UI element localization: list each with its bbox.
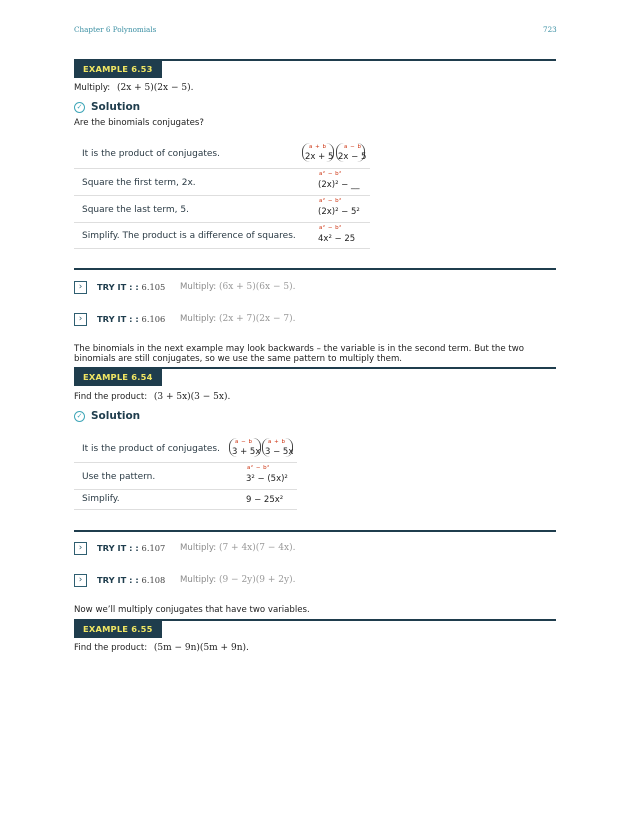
expand-chevron-icon[interactable]: ›: [74, 313, 87, 326]
prompt-math: (5m − 9n)(5m + 9n).: [153, 643, 249, 653]
prompt-label: Find the product:: [74, 643, 148, 653]
binomial-2: 2x − 5: [338, 152, 367, 162]
example-prompt: [74, 643, 249, 653]
try-prompt: Multiply:: [180, 314, 217, 324]
try-math: (9 − 2y)(9 + 2y).: [218, 575, 296, 585]
row-expression: (2x)² − 5²: [318, 207, 360, 217]
solution-label: Solution: [91, 410, 141, 422]
row-label: It is the product of conjugates.: [82, 444, 220, 454]
row-label: Square the first term, 2x.: [82, 178, 196, 188]
try-math: (6x + 5)(6x − 5).: [218, 282, 296, 292]
expand-chevron-icon[interactable]: ›: [74, 574, 87, 587]
try-question: [180, 314, 295, 324]
try-number: 6.106: [141, 314, 166, 324]
check-circle-icon: ✓: [74, 102, 85, 113]
table-row: [74, 140, 370, 169]
paragraph: Now we’ll multiply conjugates that have two variables.: [74, 605, 310, 615]
try-label-text: TRY IT : :: [97, 543, 142, 553]
prompt-math: (3 + 5x)(3 − 5x).: [153, 392, 231, 402]
conjugate-annotation: a + b: [309, 144, 327, 150]
row-expression: 3² − (5x)²: [246, 474, 288, 484]
example-prompt: [74, 83, 193, 93]
try-number: 6.105: [141, 282, 166, 292]
prompt-label: Multiply:: [74, 83, 111, 93]
try-it-label: [97, 282, 165, 292]
table-row: [74, 435, 297, 463]
row-expression: 4x² − 25: [318, 234, 356, 244]
table-row: [74, 195, 370, 223]
try-it-label: [97, 575, 165, 585]
try-question: [180, 282, 295, 292]
try-number: 6.108: [141, 575, 166, 585]
conjugate-annotation: a − b: [344, 144, 362, 150]
binomial-1: 2x + 5: [305, 152, 334, 162]
row-label: Use the pattern.: [82, 472, 156, 482]
solution-label: Solution: [91, 101, 141, 113]
row-label: Simplify. The product is a difference of squares.: [82, 231, 296, 241]
row-expression: (2x)² − __: [318, 180, 360, 190]
table-row: [74, 462, 297, 490]
try-it-rule: [74, 268, 556, 270]
try-label-text: TRY IT : :: [97, 575, 142, 585]
row-label: Square the last term, 5.: [82, 205, 189, 215]
example-badge-654: EXAMPLE 6.54: [74, 369, 162, 386]
chapter-title: Chapter 6 Polynomials: [74, 25, 157, 34]
solution-heading: [74, 410, 140, 422]
try-prompt: Multiply:: [180, 282, 217, 292]
row-label: Simplify.: [82, 494, 120, 504]
check-circle-icon: ✓: [74, 411, 85, 422]
table-row: [74, 168, 370, 196]
try-prompt: Multiply:: [180, 543, 217, 553]
example-badge-655: EXAMPLE 6.55: [74, 621, 162, 638]
page-number: 723: [543, 25, 557, 34]
try-it-rule: [74, 530, 556, 532]
try-number: 6.107: [141, 543, 166, 553]
try-it-label: [97, 314, 165, 324]
try-it-label: [97, 543, 165, 553]
expand-chevron-icon[interactable]: ›: [74, 281, 87, 294]
pattern-annotation: a² − b²: [319, 225, 342, 231]
try-question: [180, 575, 295, 585]
binomial-1: 3 + 5x: [232, 447, 261, 457]
pattern-annotation: a² − b²: [247, 465, 270, 471]
prompt-label: Find the product:: [74, 392, 148, 402]
try-math: (7 + 4x)(7 − 4x).: [218, 543, 296, 553]
prompt-math: (2x + 5)(2x − 5).: [116, 83, 194, 93]
try-math: (2x + 7)(2x − 7).: [218, 314, 296, 324]
conjugate-annotation: a + b: [268, 439, 286, 445]
try-label-text: TRY IT : :: [97, 314, 142, 324]
table-row: [74, 489, 297, 510]
try-prompt: Multiply:: [180, 575, 217, 585]
binomial-2: 3 − 5x: [265, 447, 294, 457]
paragraph: The binomials in the next example may look backwards – the variable is in the second term. But the two binomials are still conjugates, so we use the same pattern to multiply them.: [74, 344, 525, 364]
table-row: [74, 222, 370, 249]
try-label-text: TRY IT : :: [97, 282, 142, 292]
solution-heading: [74, 101, 140, 113]
row-label: It is the product of conjugates.: [82, 149, 220, 159]
conjugate-annotation: a − b: [235, 439, 253, 445]
example-badge-653: EXAMPLE 6.53: [74, 61, 162, 78]
pattern-annotation: a² − b²: [319, 171, 342, 177]
try-question: [180, 543, 295, 553]
row-expression: 9 − 25x²: [246, 495, 284, 505]
expand-chevron-icon[interactable]: ›: [74, 542, 87, 555]
pattern-annotation: a² − b²: [319, 198, 342, 204]
solution-question: Are the binomials conjugates?: [74, 118, 204, 128]
example-prompt: [74, 392, 230, 402]
